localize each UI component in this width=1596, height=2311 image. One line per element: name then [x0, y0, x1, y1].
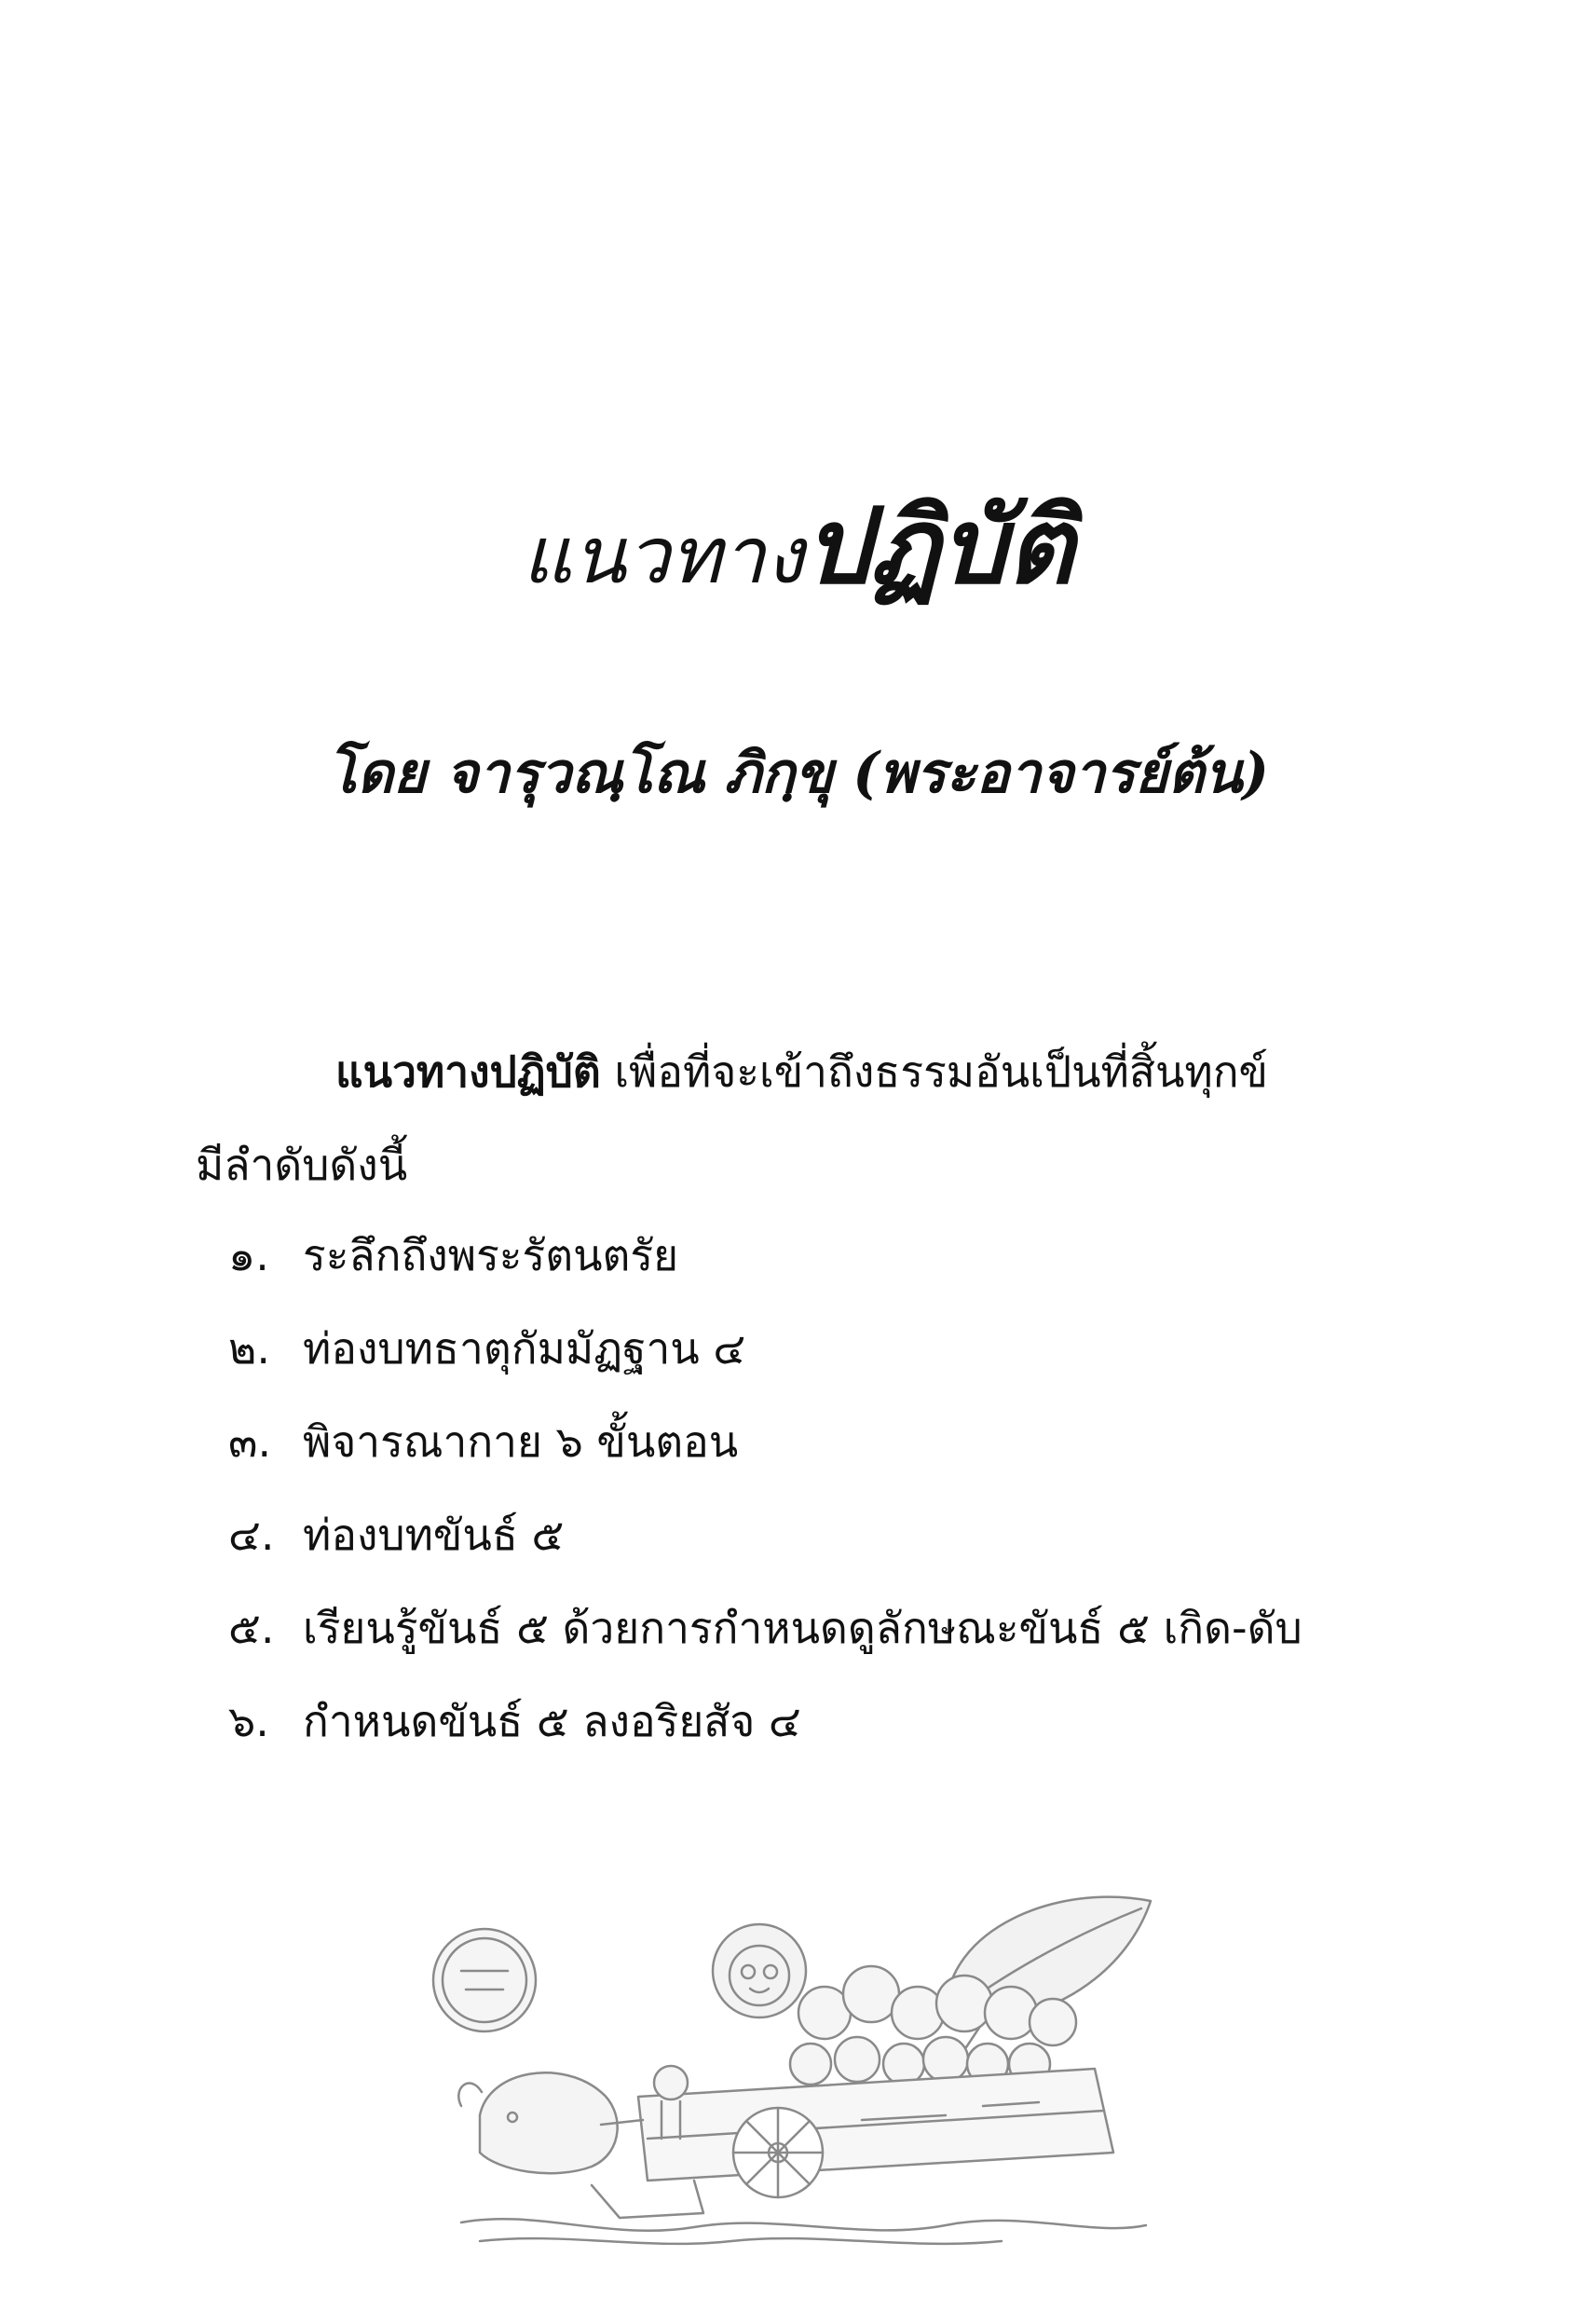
title-prefix: แนวทาง [522, 510, 804, 601]
step-number: ๕. [228, 1603, 275, 1653]
step-text: ท่องบทขันธ์ ๕ [303, 1510, 565, 1560]
step-text: ระลึกถึงพระรัตนตรัย [303, 1230, 679, 1280]
step-text: ท่องบทธาตุกัมมัฏฐาน ๔ [303, 1323, 746, 1374]
step-number: ๖. [228, 1696, 269, 1746]
title-main: ปฏิบัติ [803, 485, 1074, 608]
step-number: ๓. [228, 1416, 272, 1467]
intro-bold-term: แนวทางปฏิบัติ [335, 1046, 601, 1097]
monk-cart-sketch-icon [424, 1873, 1160, 2255]
step-text: กำหนดขันธ์ ๕ ลงอริยสัจ ๔ [303, 1696, 801, 1746]
step-text: เรียนรู้ขันธ์ ๕ ด้วยการกำหนดดูลักษณะขันธ์ ๕ เกิด-ดับ [303, 1603, 1303, 1653]
step-number: ๑. [228, 1230, 269, 1280]
step-item [228, 1302, 1439, 1395]
step-item [228, 1395, 1439, 1488]
intro-text-1: เพื่อที่จะเข้าถึงธรรมอันเป็นที่สิ้นทุกข์ [600, 1046, 1269, 1097]
step-item [228, 1675, 1439, 1768]
page-title [0, 485, 1596, 609]
steps-list [228, 1209, 1439, 1768]
author-byline: โดย จารุวณฺโณ ภิกฺขุ (พระอาจารย์ต้น) [327, 741, 1269, 806]
step-item [228, 1581, 1439, 1675]
step-item [228, 1209, 1439, 1302]
step-text: พิจารณากาย ๖ ขั้นตอน [303, 1416, 739, 1467]
intro-paragraph [196, 1025, 1435, 1211]
step-item [228, 1488, 1439, 1581]
intro-line-1 [196, 1025, 1435, 1118]
step-number: ๔. [228, 1510, 275, 1560]
step-number: ๒. [228, 1323, 270, 1374]
intro-text-2: มีลำดับดังนี้ [196, 1140, 408, 1190]
